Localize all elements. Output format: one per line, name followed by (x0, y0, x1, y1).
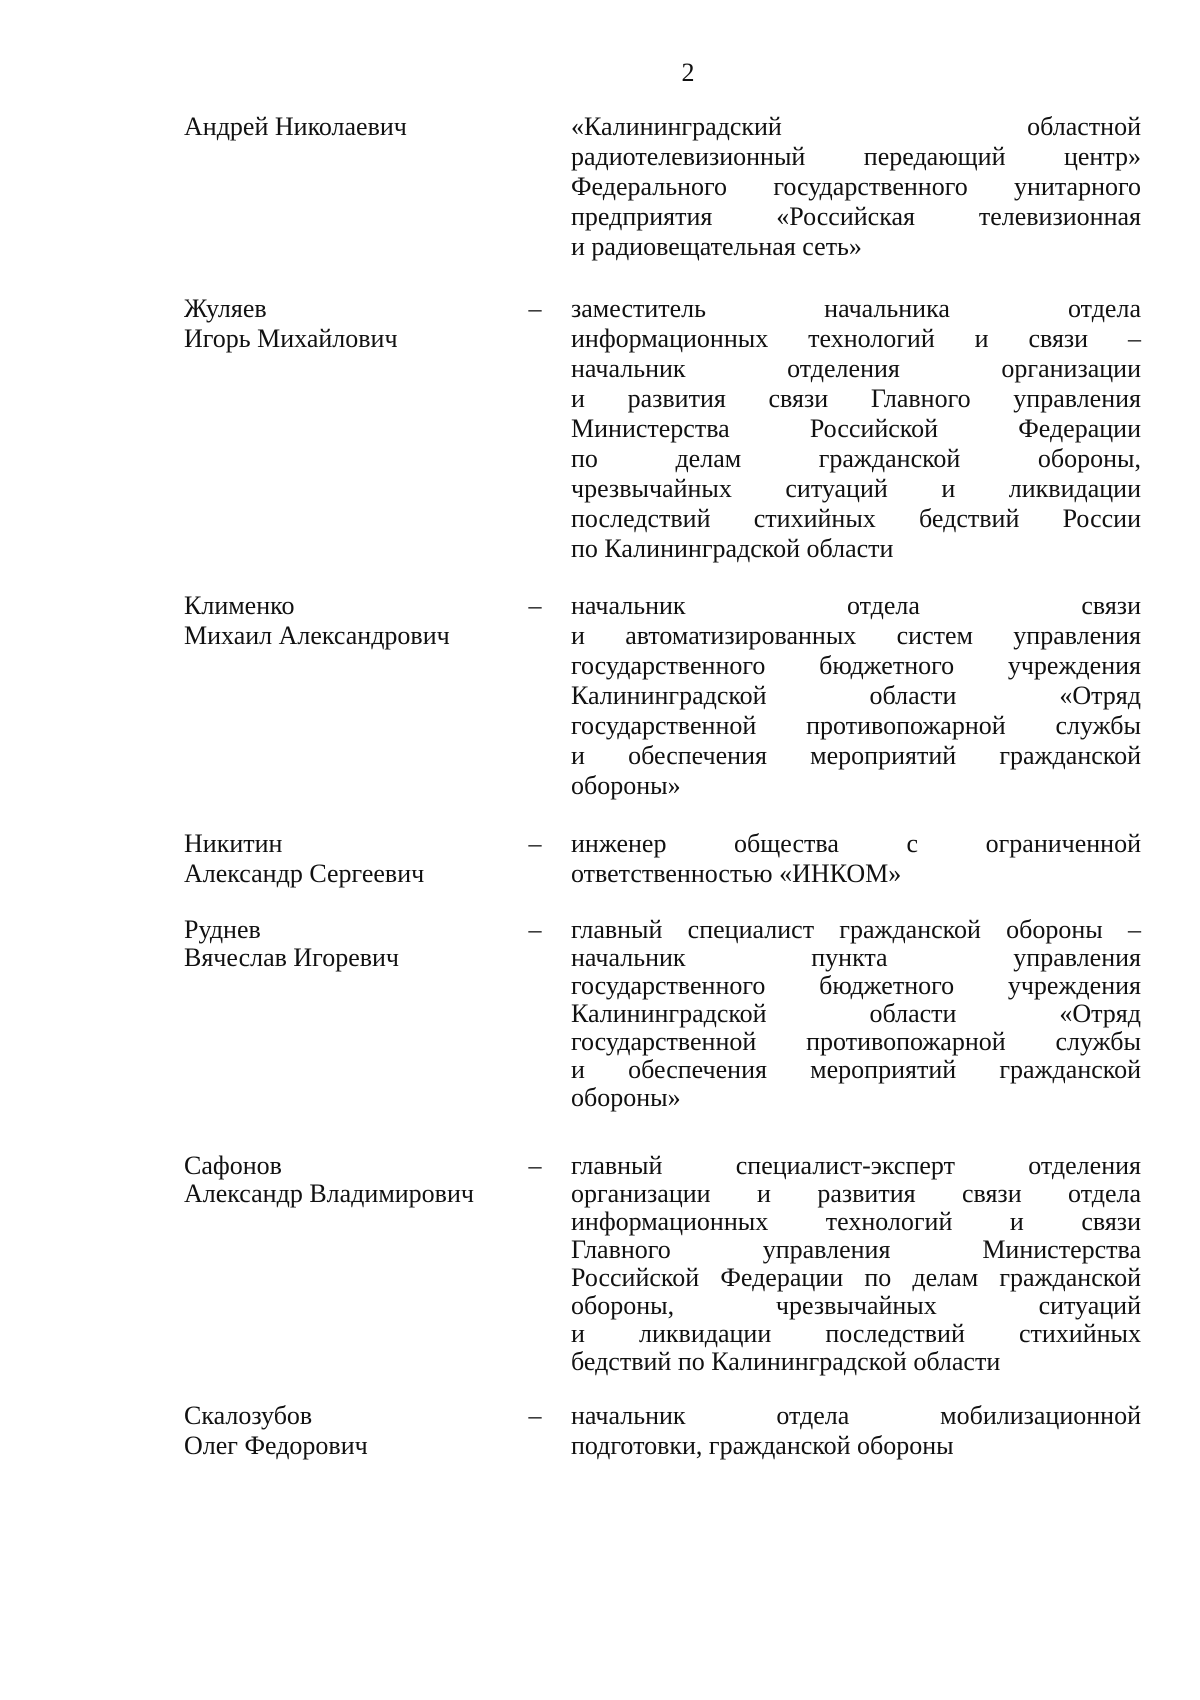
member-position-line: государственного бюджетного учреждения (571, 971, 1141, 1000)
member-position-line: и обеспечения мероприятий гражданской (571, 1055, 1141, 1084)
member-name (184, 916, 514, 972)
member-name-line: Александр Владимирович (184, 1179, 474, 1208)
member-position-line: Министерства Российской Федерации (571, 414, 1141, 443)
member-position-line: Калининградской области «Отряд (571, 681, 1141, 710)
separator-dash: – (528, 1151, 542, 1180)
member-position-line: и ликвидации последствий стихийных (571, 1319, 1141, 1348)
member-position-line: предприятия «Российская телевизионная (571, 202, 1141, 231)
member-name (184, 1152, 514, 1208)
member-position-line: Калининградской области «Отряд (571, 999, 1141, 1028)
member-position-line: информационных технологий и связи (571, 1207, 1141, 1236)
member-position (571, 112, 1141, 262)
member-name-line: Руднев (184, 915, 261, 944)
member-position-line: инженер общества с ограниченной (571, 829, 1141, 858)
member-position-line: последствий стихийных бедствий России (571, 504, 1141, 533)
member-position-line: и развития связи Главного управления (571, 384, 1141, 413)
separator-dash: – (528, 1401, 542, 1430)
separator-dash: – (528, 591, 542, 620)
member-position-line: организации и развития связи отдела (571, 1179, 1141, 1208)
member-name-line: Александр Сергеевич (184, 859, 425, 888)
member-position-line: «Калининградский областной (571, 112, 1141, 141)
member-position (571, 1152, 1141, 1376)
member-position-line: обороны, чрезвычайных ситуаций (571, 1291, 1141, 1320)
member-name (184, 591, 514, 651)
member-name-line: Андрей Николаевич (184, 112, 407, 141)
member-position-line: заместитель начальника отдела (571, 294, 1141, 323)
member-position-line: радиотелевизионный передающий центр» (571, 142, 1141, 171)
member-position-line: начальник пункта управления (571, 943, 1141, 972)
member-position-line: государственной противопожарной службы (571, 711, 1141, 740)
member-position-line: по Калининградской области (571, 534, 894, 563)
member-position-line: чрезвычайных ситуаций и ликвидации (571, 474, 1141, 503)
member-position-line: обороны» (571, 771, 681, 800)
member-name-line: Клименко (184, 591, 295, 620)
member-name (184, 829, 514, 889)
member-position-line: Федерального государственного унитарного (571, 172, 1141, 201)
separator-dash: – (528, 915, 542, 944)
member-position-line: государственной противопожарной службы (571, 1027, 1141, 1056)
member-name-line: Игорь Михайлович (184, 324, 398, 353)
member-position-line: главный специалист-эксперт отделения (571, 1151, 1141, 1180)
separator-dash: – (528, 829, 542, 858)
member-position-line: начальник отделения организации (571, 354, 1141, 383)
member-name (184, 1401, 514, 1461)
member-position-line: начальник отдела мобилизационной (571, 1401, 1141, 1430)
member-name-line: Олег Федорович (184, 1431, 368, 1460)
member-position-line: обороны» (571, 1083, 681, 1112)
member-name (184, 112, 514, 142)
member-name-line: Сафонов (184, 1151, 282, 1180)
member-position-line: ответственностью «ИНКОМ» (571, 859, 902, 888)
member-position-line: бедствий по Калининградской области (571, 1347, 1001, 1376)
member-name-line: Никитин (184, 829, 283, 858)
member-position (571, 591, 1141, 801)
member-position (571, 1401, 1141, 1461)
member-position (571, 916, 1141, 1112)
member-position (571, 294, 1141, 564)
member-name-line: Скалозубов (184, 1401, 313, 1430)
member-position-line: Главного управления Министерства (571, 1235, 1141, 1264)
member-position-line: и радиовещательная сеть» (571, 232, 862, 261)
member-position (571, 829, 1141, 889)
member-position-line: подготовки, гражданской обороны (571, 1431, 954, 1460)
member-position-line: государственного бюджетного учреждения (571, 651, 1141, 680)
member-position-line: информационных технологий и связи – (571, 324, 1141, 353)
member-name-line: Жуляев (184, 294, 267, 323)
member-name (184, 294, 514, 354)
member-position-line: и обеспечения мероприятий гражданской (571, 741, 1141, 770)
separator-dash: – (528, 294, 542, 323)
member-name-line: Вячеслав Игоревич (184, 943, 399, 972)
member-position-line: начальник отдела связи (571, 591, 1141, 620)
page-number: 2 (681, 58, 695, 87)
member-position-line: Российской Федерации по делам гражданской (571, 1263, 1141, 1292)
member-name-line: Михаил Александрович (184, 621, 450, 650)
member-position-line: и автоматизированных систем управления (571, 621, 1141, 650)
member-position-line: главный специалист гражданской обороны – (571, 915, 1141, 944)
member-position-line: по делам гражданской обороны, (571, 444, 1141, 473)
